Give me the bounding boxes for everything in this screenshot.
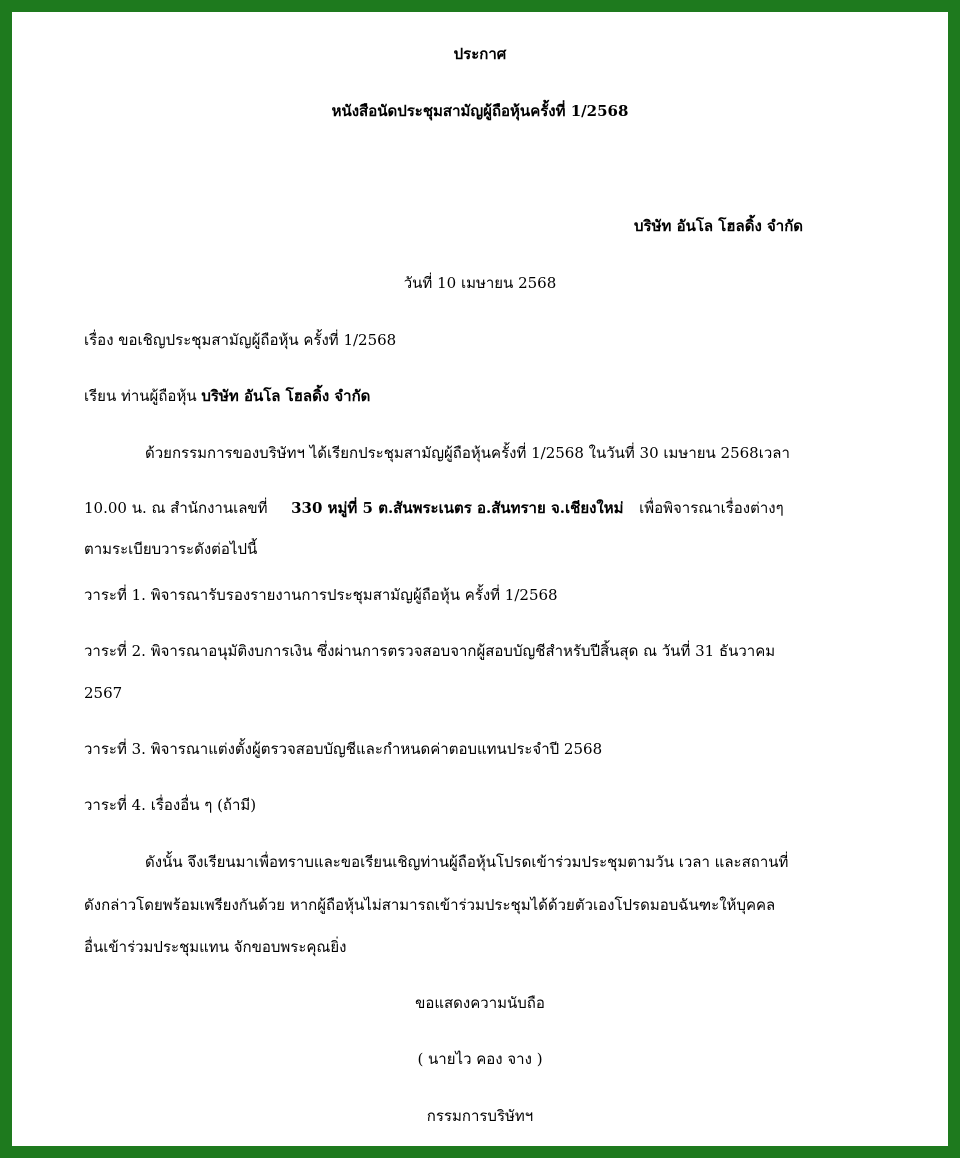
agenda-item-4: วาระที่ 4. เรื่องอื่น ๆ (ถ้ามี) — [84, 796, 257, 814]
document-subtitle: หนังสือนัดประชุมสามัญผู้ถือหุ้นครั้งที่ 1/2568 — [331, 102, 629, 120]
intro-purpose: เพื่อพิจารณาเรื่องต่างๆ — [639, 499, 784, 517]
salutation-company: บริษัท อันโล โฮลดิ้ง จำกัด — [201, 387, 371, 405]
signer-name: ( นายไว คอง จาง ) — [417, 1050, 543, 1068]
signer-title: กรรมการบริษัทฯ — [426, 1107, 534, 1125]
intro-line-1: ด้วยกรรมการของบริษัทฯ ได้เรียกประชุมสามัญผู้ถือหุ้นครั้งที่ 1/2568 ในวันที่ 30 เมษายน 2568เวลา — [145, 444, 790, 462]
agenda-item-2: วาระที่ 2. พิจารณาอนุมัติงบการเงิน ซึ่งผ่านการตรวจสอบจากผู้สอบบัญชีสำหรับปีสิ้นสุด ณ วันที่ 31 ธันวาคม — [84, 642, 776, 660]
salutation-prefix: เรียน ท่านผู้ถือหุ้น — [84, 387, 197, 405]
company-header: บริษัท อันโล โฮลดิ้ง จำกัด — [634, 217, 804, 235]
closing-line-2: ดังกล่าวโดยพร้อมเพรียงกันด้วย หากผู้ถือหุ้นไม่สามารถเข้าร่วมประชุมได้ด้วยตัวเองโปรดมอบฉันฑะให้บุคคล — [84, 896, 776, 914]
document-date: วันที่ 10 เมษายน 2568 — [403, 274, 557, 292]
closing-line-3: อื่นเข้าร่วมประชุมแทน จักขอบพระคุณยิ่ง — [84, 938, 347, 956]
agenda-item-2-continued: 2567 — [84, 684, 123, 702]
document-page — [12, 12, 948, 1146]
intro-time-place: 10.00 น. ณ สำนักงานเลขที่ — [84, 499, 268, 517]
document-subject: เรื่อง ขอเชิญประชุมสามัญผู้ถือหุ้น ครั้งที่ 1/2568 — [84, 331, 397, 349]
agenda-item-3: วาระที่ 3. พิจารณาแต่งตั้งผู้ตรวจสอบบัญชีและกำหนดค่าตอบแทนประจำปี 2568 — [84, 740, 603, 758]
closing-line-1: ดังนั้น จึงเรียนมาเพื่อทราบและขอเรียนเชิญท่านผู้ถือหุ้นโปรดเข้าร่วมประชุมตามวัน เวลา และสถานที่ — [145, 853, 789, 871]
intro-line-3: ตามระเบียบวาระดังต่อไปนี้ — [84, 540, 258, 558]
agenda-item-1: วาระที่ 1. พิจารณารับรองรายงานการประชุมสามัญผู้ถือหุ้น ครั้งที่ 1/2568 — [84, 586, 558, 604]
signoff: ขอแสดงความนับถือ — [415, 994, 545, 1012]
salutation-line — [84, 386, 370, 406]
intro-address: 330 หมู่ที่ 5 ต.สันพระเนตร อ.สันทราย จ.เชียงใหม่ — [291, 499, 624, 517]
intro-line-2 — [84, 498, 784, 518]
document-title: ประกาศ — [453, 45, 507, 63]
